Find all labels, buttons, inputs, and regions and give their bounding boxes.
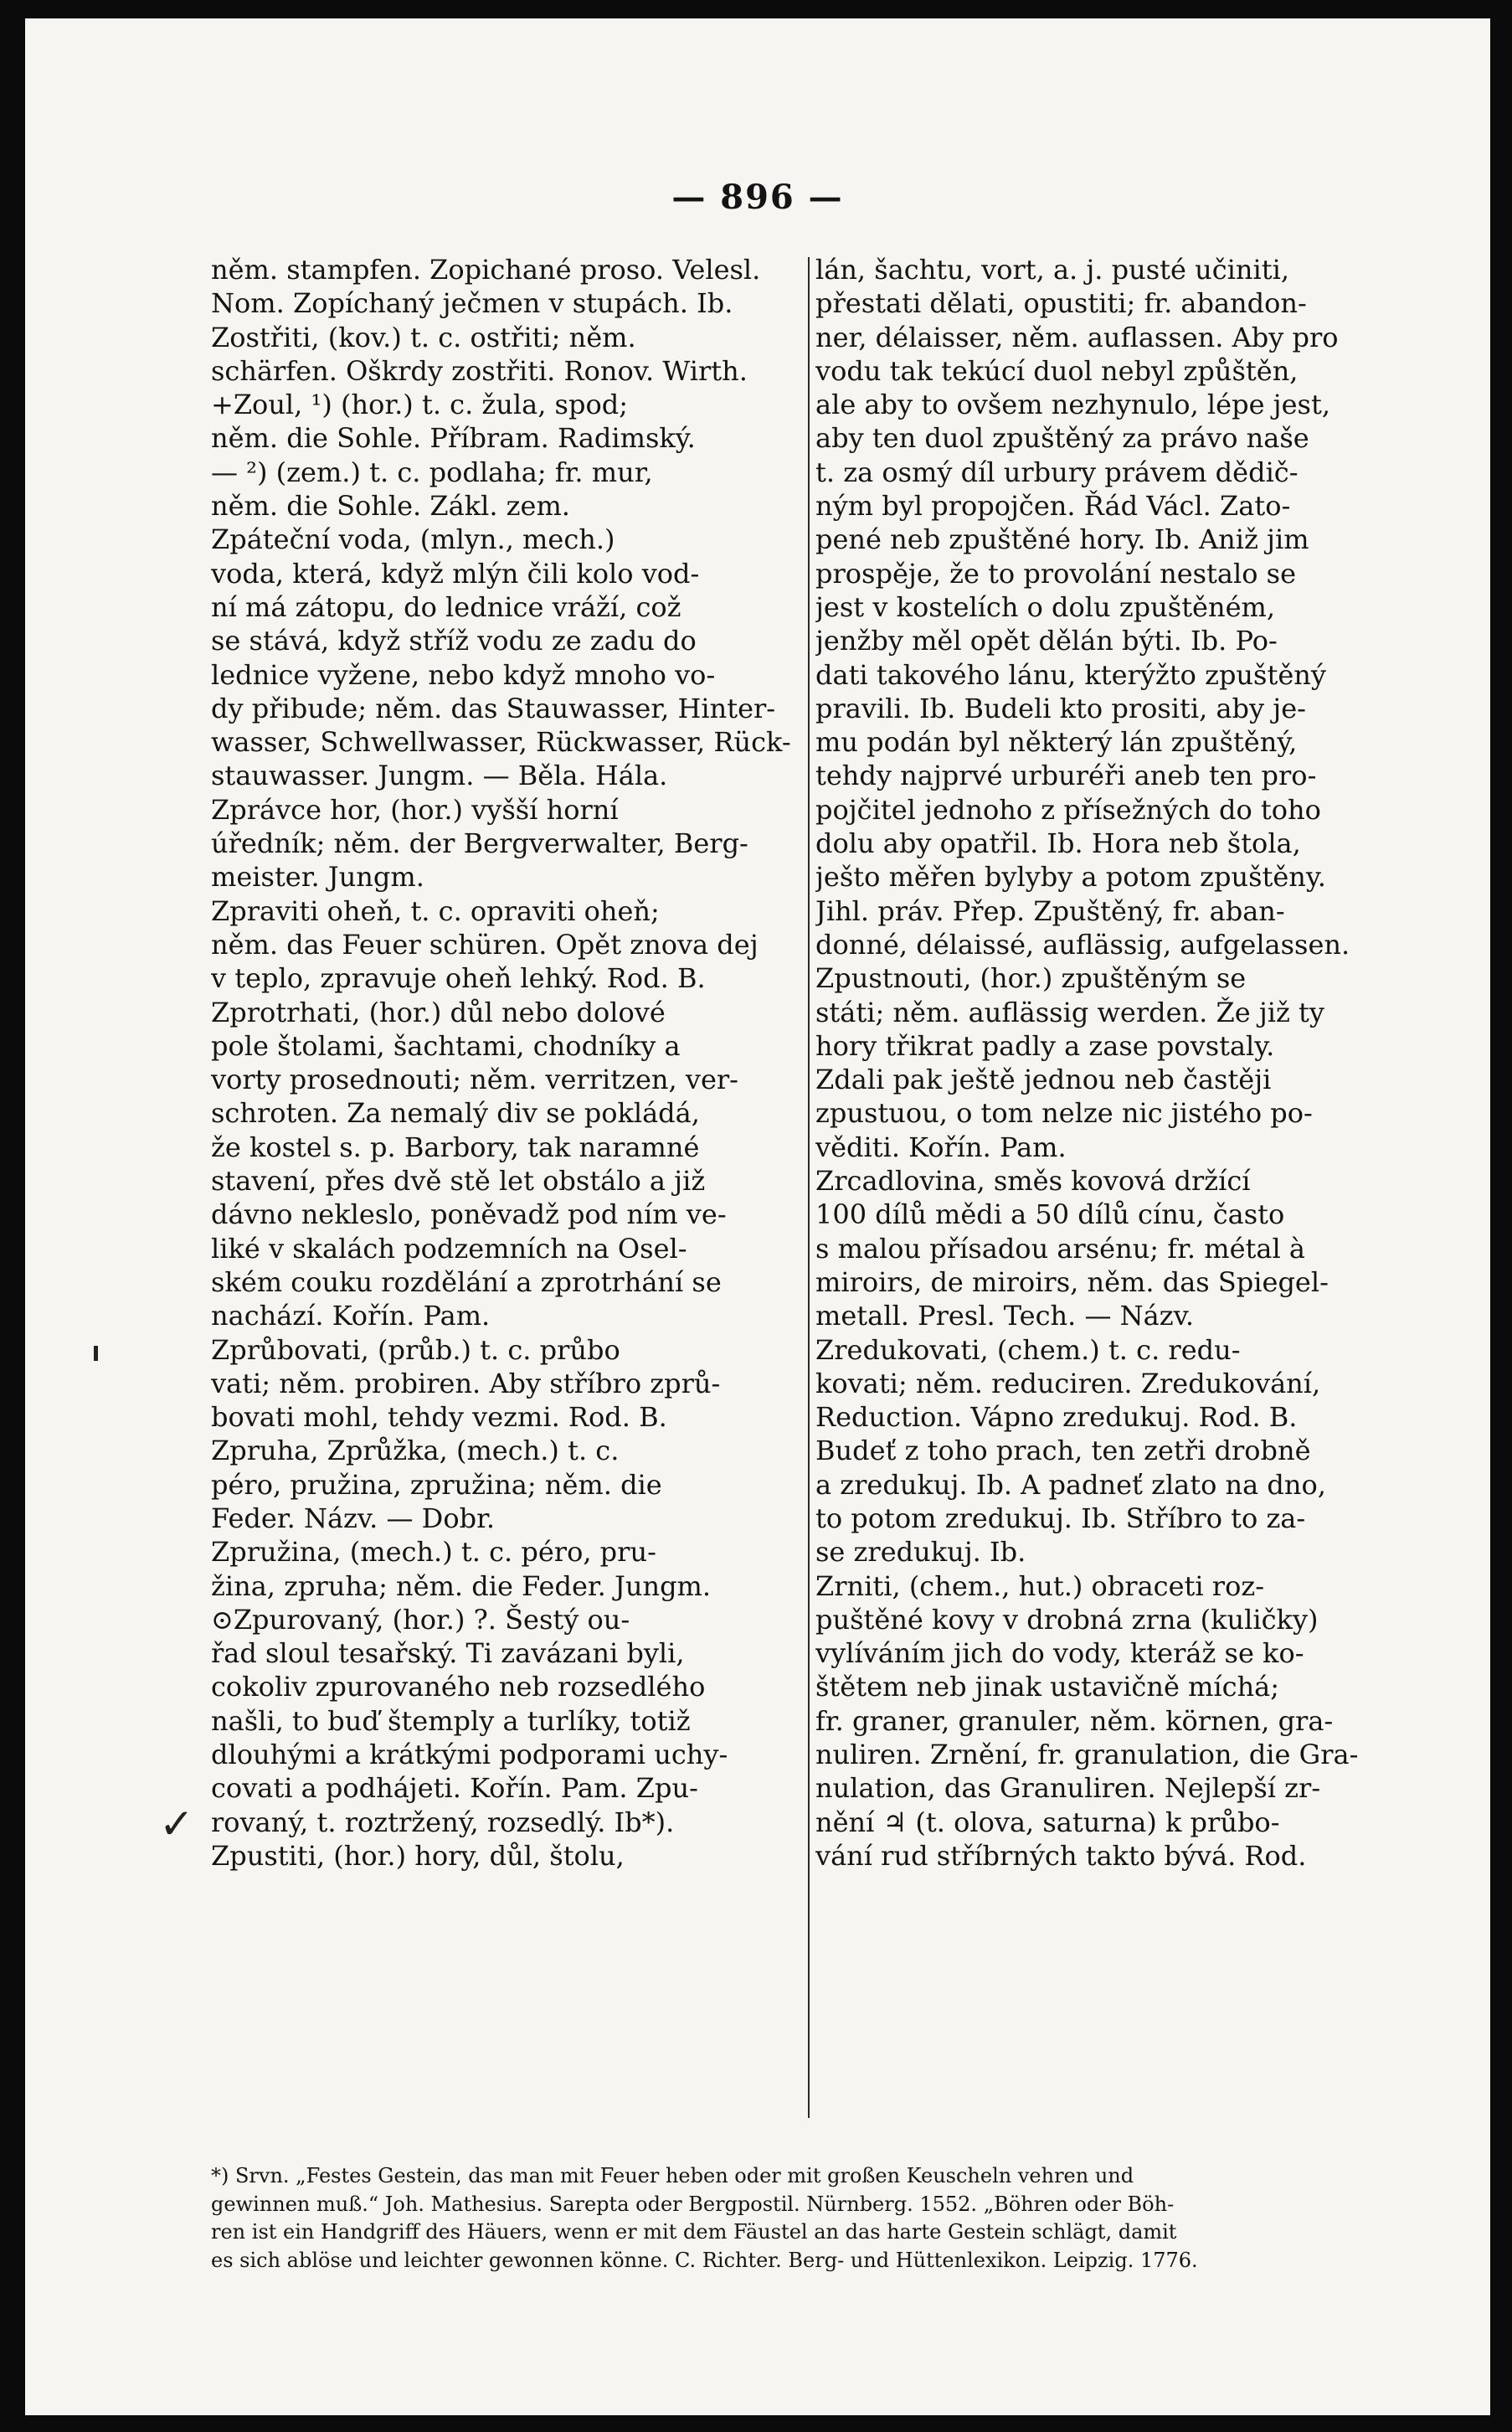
text-line: pravili. Ib. Budeli kto prositi, aby je- [815,692,1306,724]
text-line: ale aby to ovšem nezhynulo, lépe jest, [815,389,1330,421]
text-line: že kostel s. p. Barbory, tak naramné [211,1131,700,1163]
text-line: ském couku rozdělání a zprotrhání se [211,1265,722,1298]
text-line: cokoliv zpurovaného neb rozsedlého [211,1671,706,1703]
text-line: ⊙Zpurovaný, (hor.) ?. Šestý ou- [211,1603,630,1636]
text-line: v teplo, zpravuje oheň lehký. Rod. B. [211,962,706,995]
text-line: dlouhými a krátkými podporami uchy- [211,1739,728,1771]
text-line: státi; něm. auflässig werden. Že již ty [815,996,1324,1028]
text-line: 100 dílů mědi a 50 dílů cínu, často [815,1198,1285,1231]
text-line: něm. das Feuer schüren. Opět znova dej [211,928,759,961]
text-line: hory třikrat padly a zase povstaly. [815,1029,1275,1062]
text-line: se stává, když stříž vodu ze zadu do [211,625,697,657]
text-line: Reduction. Vápno zredukuj. Rod. B. [815,1401,1298,1434]
text-line: Zrcadlovina, směs kovová držící [815,1165,1251,1198]
handwritten-check-mark: ✓ [159,1800,194,1848]
text-line: Zprotrhati, (hor.) důl nebo dolové [211,996,666,1028]
text-line: +Zoul, ¹) (hor.) t. c. žula, spod; [211,389,628,421]
text-line: — ²) (zem.) t. c. podlaha; fr. mur, [211,456,653,488]
text-line: přestati dělati, opustiti; fr. abandon- [815,287,1307,320]
text-line: nuliren. Zrnění, fr. granulation, die Gra- [815,1739,1359,1771]
text-line: Zpruha, Zprůžka, (mech.) t. c. [211,1435,620,1467]
text-line: něm. stampfen. Zopichané proso. Velesl. [211,254,761,286]
text-line: vání rud stříbrných takto bývá. Rod. [815,1839,1307,1872]
text-line: Zpružina, (mech.) t. c. péro, pru- [211,1536,656,1569]
text-line: Zrniti, (chem., hut.) obraceti roz- [815,1569,1265,1602]
text-line: vorty prosednouti; něm. verritzen, ver- [211,1064,738,1096]
text-line: dati takového lánu, kterýžto zpuštěný [815,658,1326,691]
text-line: nulation, das Granuliren. Nejlepší zr- [815,1772,1321,1805]
text-line: Feder. Názv. — Dobr. [211,1502,496,1534]
left-column [211,253,799,1873]
text-line: ner, délaisser, něm. auflassen. Aby pro [815,321,1339,353]
text-line: fr. graner, granuler, něm. körnen, gra- [815,1704,1334,1737]
text-line: rovaný, t. roztržený, rozsedlý. Ib*). [211,1806,675,1838]
margin-dot-mark [94,1346,98,1361]
text-line: něm. die Sohle. Zákl. zem. [211,490,570,523]
text-line: to potom zredukuj. Ib. Stříbro to za- [815,1502,1306,1534]
text-line: meister. Jungm. [211,861,424,894]
text-line: puštěné kovy v drobná zrna (kuličky) [815,1603,1319,1636]
text-line: stavení, přes dvě stě let obstálo a již [211,1165,706,1198]
text-line: Jihl. práv. Přep. Zpuštěný, fr. aban- [815,894,1285,927]
text-line: vylíváním jich do vody, kteráž se ko- [815,1637,1304,1670]
footnote-line: gewinnen muß.“ Joh. Mathesius. Sarepta oder Bergpostil. Nürnberg. 1552. „Böhren oder Böh- [211,2192,1175,2216]
text-line: prospěje, že to provolání nestalo se [815,557,1297,590]
text-line: pojčitel jednoho z přísežných do toho [815,793,1321,826]
text-line: Zostřiti, (kov.) t. c. ostřiti; něm. [211,321,636,353]
text-line: aby ten duol zpuštěný za právo naše [815,422,1309,455]
footnote [211,2162,1400,2275]
text-line: schärfen. Oškrdy zostřiti. Ronov. Wirth. [211,354,748,387]
text-line: péro, pružina, zpružina; něm. die [211,1468,662,1501]
text-line: voda, která, když mlýn čili kolo vod- [211,557,700,590]
text-line: stauwasser. Jungm. — Běla. Hála. [211,760,668,792]
text-line: s malou přísadou arsénu; fr. métal à [815,1232,1305,1265]
text-line: dy přibude; něm. das Stauwasser, Hinter- [211,692,776,724]
text-line: t. za osmý díl urbury právem dědič- [815,456,1299,488]
text-line: Zdali pak ještě jednou neb častěji [815,1064,1272,1096]
text-line: se zredukuj. Ib. [815,1536,1026,1569]
text-line: řad sloul tesařský. Ti zavázani byli, [211,1637,685,1670]
text-line: covati a podhájeti. Kořín. Pam. Zpu- [211,1772,698,1805]
text-line: dávno nekleslo, poněvadž pod ním ve- [211,1198,727,1231]
text-line: a zredukuj. Ib. A padneť zlato na dno, [815,1468,1326,1501]
text-line: Zpraviti oheň, t. c. opraviti oheň; [211,894,660,927]
text-line: bovati mohl, tehdy vezmi. Rod. B. [211,1401,667,1434]
text-line: metall. Presl. Tech. — Názv. [815,1300,1195,1332]
text-line: štětem neb jinak ustavičně míchá; [815,1671,1280,1703]
text-line: schroten. Za nemalý div se pokládá, [211,1097,700,1130]
text-line: Nom. Zopíchaný ječmen v stupách. Ib. [211,287,733,320]
page-number: — 896 — [671,178,844,217]
text-line: vati; něm. probiren. Aby stříbro zprů- [211,1367,721,1399]
text-line: pené neb zpuštěné hory. Ib. Aniž jim [815,523,1309,556]
text-line: lednice vyžene, nebo když mnoho vo- [211,658,716,691]
text-line: věditi. Kořín. Pam. [815,1131,1067,1163]
text-line: mu podán byl některý lán zpuštěný, [815,726,1298,759]
text-line: vodu tak tekúcí duol nebyl způštěn, [815,354,1299,387]
footnote-line: es sich ablöse und leichter gewonnen könne. C. Richter. Berg- und Hüttenlexikon. Leipzig. 1776. [211,2248,1198,2272]
text-line: Zredukovati, (chem.) t. c. redu- [815,1333,1241,1366]
right-column [815,253,1403,1873]
text-line: liké v skalách podzemních na Osel- [211,1232,687,1265]
text-line: pole štolami, šachtami, chodníky a [211,1029,681,1062]
column-divider [808,257,810,2118]
text-line: Zpustiti, (hor.) hory, důl, štolu, [211,1839,625,1872]
text-line: Zprávce hor, (hor.) vyšší horní [211,793,619,826]
text-line: našli, to buď štemply a turlíky, totiž [211,1704,691,1737]
text-line: Budeť z toho prach, ten zetři drobně [815,1435,1311,1467]
text-line: donné, délaissé, auflässig, aufgelassen. [815,928,1350,961]
text-line: ješto měřen bylyby a potom zpuštěny. [815,861,1326,894]
text-line: lán, šachtu, vort, a. j. pusté učiniti, [815,254,1289,286]
text-line: tehdy najprvé urburéři aneb ten pro- [815,760,1317,792]
text-line: úředník; něm. der Bergverwalter, Berg- [211,827,748,860]
text-line: jest v kostelích o dolu zpuštěném, [815,590,1276,623]
text-line: kovati; něm. reduciren. Zredukování, [815,1367,1321,1399]
footnote-line: *) Srvn. „Festes Gestein, das man mit Feuer heben oder mit großen Keuscheln vehren und [211,2164,1134,2187]
text-line: žina, zpruha; něm. die Feder. Jungm. [211,1569,712,1602]
text-line: ným byl propojčen. Řád Václ. Zato- [815,490,1291,523]
text-line: nachází. Kořín. Pam. [211,1300,491,1332]
footnote-line: ren ist ein Handgriff des Häuers, wenn er mit dem Fäustel an das harte Gestein schlägt, damit [211,2220,1177,2244]
text-line: zpustuou, o tom nelze nic jistého po- [815,1097,1313,1130]
text-line: jenžby měl opět dělán býti. Ib. Po- [815,625,1278,657]
text-line: wasser, Schwellwasser, Rückwasser, Rück- [211,726,791,759]
text-line: dolu aby opatřil. Ib. Hora neb štola, [815,827,1301,860]
book-page [25,18,1490,2415]
text-line: něm. die Sohle. Příbram. Radimský. [211,422,696,455]
text-line: miroirs, de miroirs, něm. das Spiegel- [815,1265,1329,1298]
text-line: Zprůbovati, (průb.) t. c. průbo [211,1333,620,1366]
text-line: Zpustnouti, (hor.) zpuštěným se [815,962,1247,995]
text-line: nění ♃ (t. olova, saturna) k průbo- [815,1806,1280,1838]
text-line: ní má zátopu, do lednice vráží, což [211,590,681,623]
text-line: Zpáteční voda, (mlyn., mech.) [211,523,615,556]
